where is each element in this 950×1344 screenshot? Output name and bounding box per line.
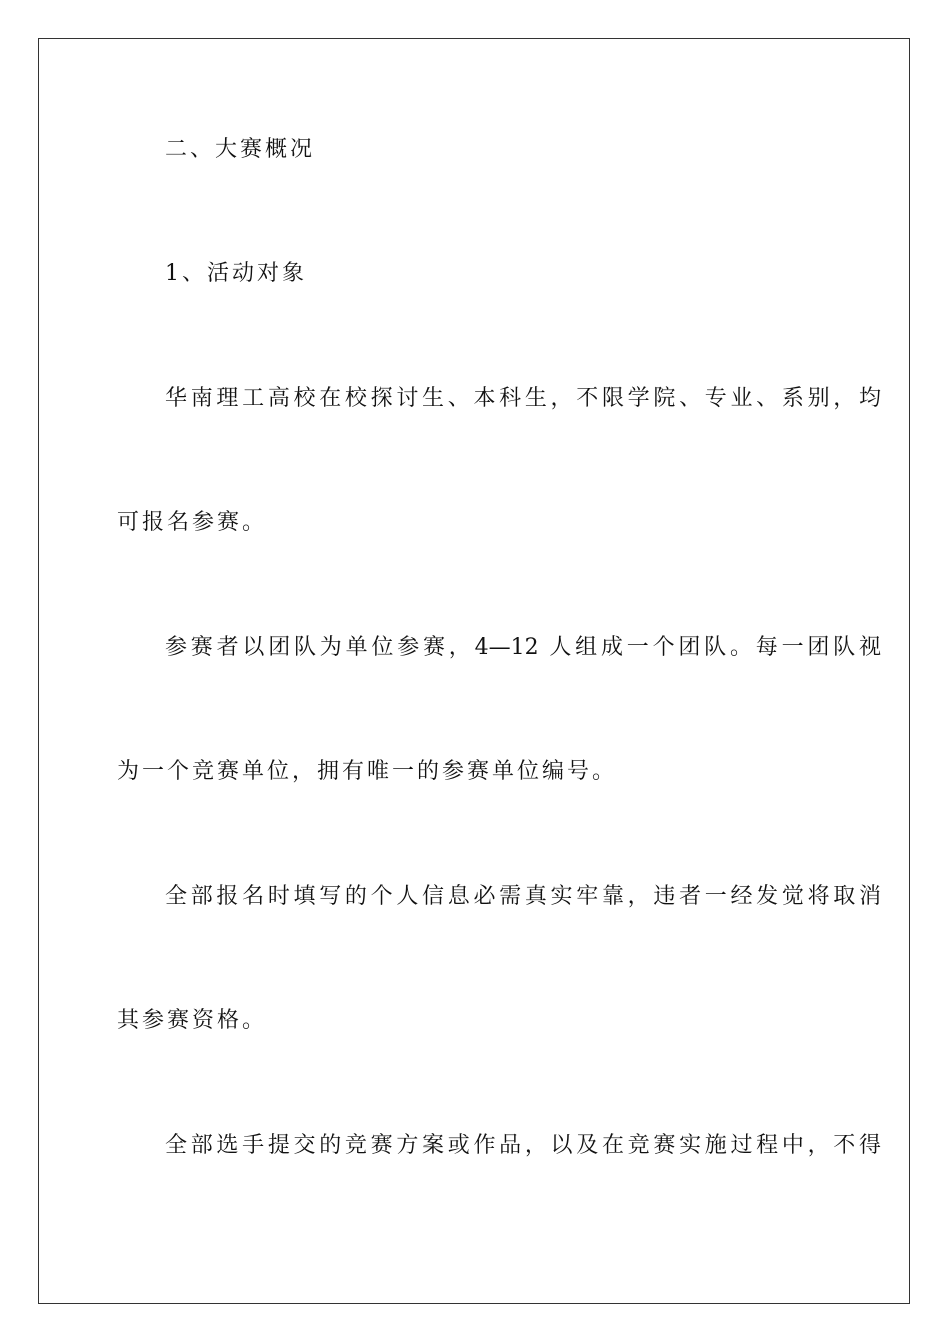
paragraph-line: 可报名参赛。	[117, 510, 268, 535]
paragraph-line: 参赛者以团队为单位参赛，4—12 人组成一个团队。每一团队视	[165, 635, 881, 660]
subsection-heading: 1、活动对象	[165, 261, 307, 286]
paragraph-line: 其参赛资格。	[117, 1008, 268, 1033]
paragraph-line: 全部选手提交的竞赛方案或作品，以及在竞赛实施过程中，不得	[165, 1133, 881, 1158]
paragraph-line: 全部报名时填写的个人信息必需真实牢靠，违者一经发觉将取消	[165, 884, 881, 909]
section-heading: 二、大赛概况	[165, 137, 316, 162]
paragraph-line: 华南理工高校在校探讨生、本科生，不限学院、专业、系别，均	[165, 386, 881, 411]
paragraph-line: 为一个竞赛单位，拥有唯一的参赛单位编号。	[117, 759, 618, 784]
page-frame	[38, 38, 910, 1304]
